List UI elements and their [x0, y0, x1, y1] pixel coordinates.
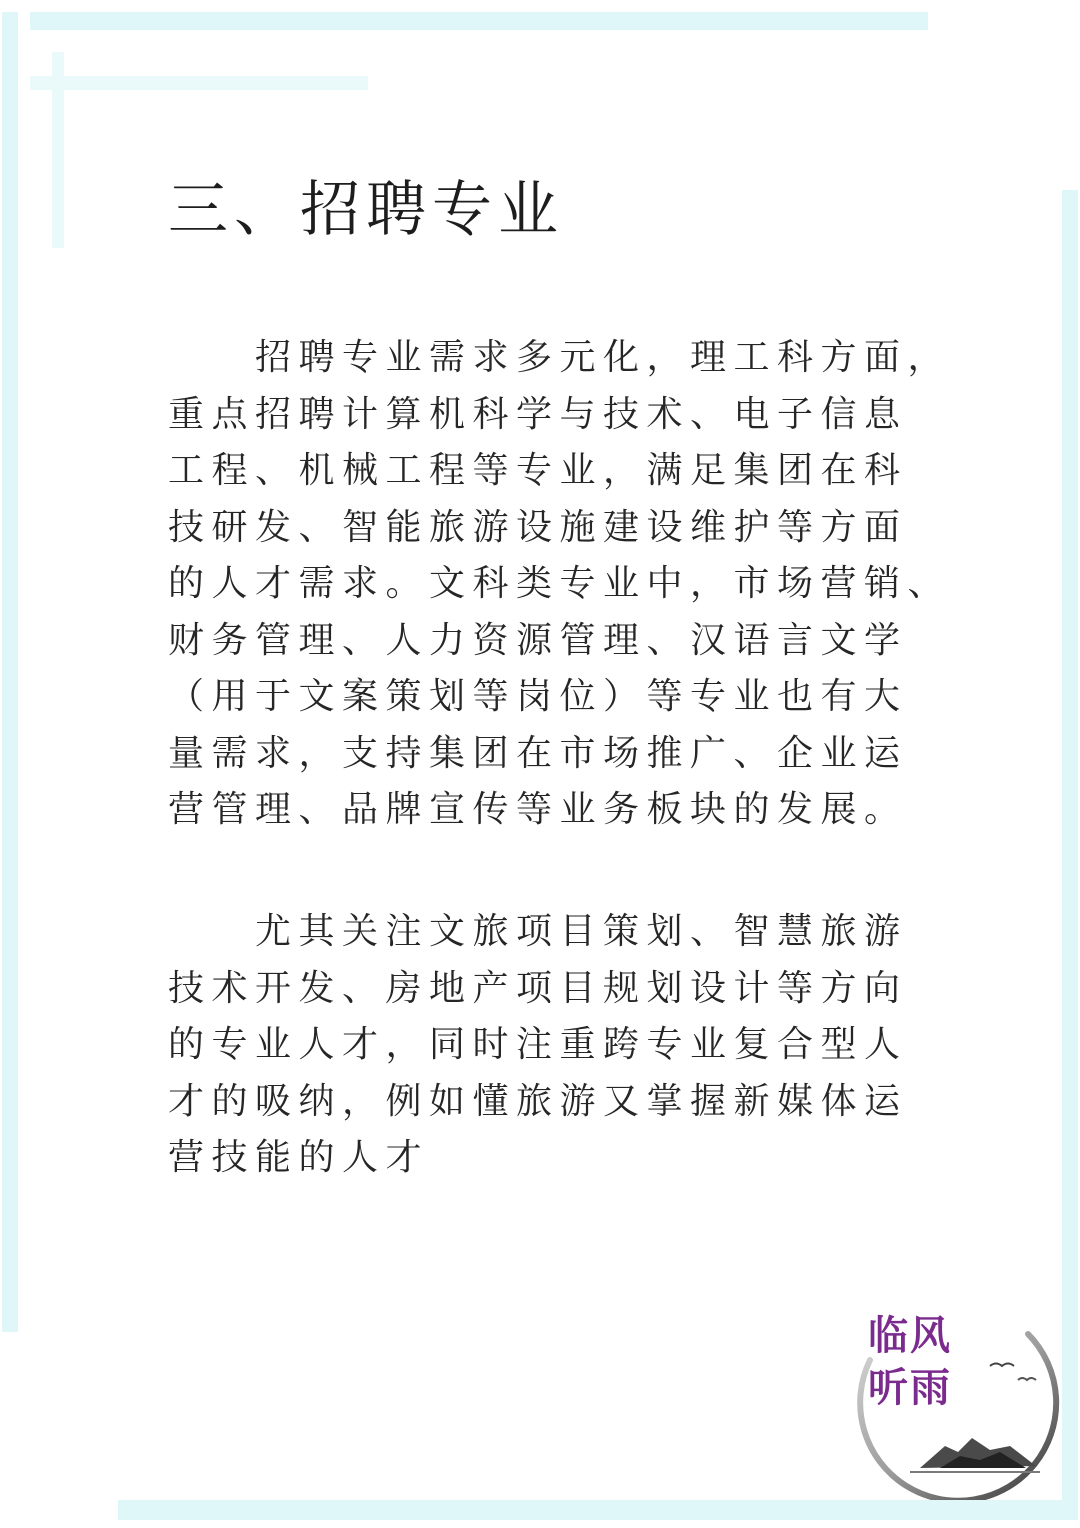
paragraph-line: 尤其关注文旅项目策划、智慧旅游	[255, 911, 908, 952]
paragraph-line: 财务管理、人力资源管理、汉语言文学	[168, 619, 908, 661]
paragraph-line: 量需求，支持集团在市场推广、企业运	[168, 732, 908, 774]
paragraph-line: 工程、机械工程等专业，满足集团在科	[168, 450, 908, 491]
paragraph-line: 技研发、智能旅游设施建设维护等方面	[168, 506, 908, 548]
paragraph-line: 的专业人才，同时注重跨专业复合型人	[168, 1024, 908, 1065]
paragraph-line: 营技能的人才	[168, 1137, 430, 1178]
page-title: 三、招聘专业	[168, 175, 564, 245]
paragraph-line: 才的吸纳，例如懂旅游又掌握新媒体运	[168, 1080, 908, 1122]
paragraph-majors	[168, 330, 952, 839]
paragraph-line: 技术开发、房地产项目规划设计等方向	[168, 967, 908, 1009]
stamp-text-line1: 临风	[868, 1312, 952, 1359]
frame-top-bar	[30, 12, 928, 30]
paragraph-line: （用于文案策划等岗位）等专业也有大	[168, 676, 908, 717]
frame-inner-vertical-bar	[52, 52, 64, 248]
paragraph-line: 营管理、品牌宣传等业务板块的发展。	[168, 789, 908, 830]
stamp-text-line2: 听雨	[868, 1364, 952, 1411]
decorative-stamp	[840, 1300, 1070, 1500]
frame-inner-horizontal-bar	[30, 76, 368, 90]
frame-bottom-bar	[118, 1500, 1078, 1520]
paragraph-focus	[168, 904, 928, 1187]
paragraph-line: 重点招聘计算机科学与技术、电子信息	[168, 393, 908, 435]
paragraph-line: 招聘专业需求多元化，理工科方面，	[255, 337, 952, 378]
paragraph-line: 的人才需求。文科类专业中，市场营销、	[168, 563, 952, 604]
frame-left-bar	[2, 12, 18, 1332]
